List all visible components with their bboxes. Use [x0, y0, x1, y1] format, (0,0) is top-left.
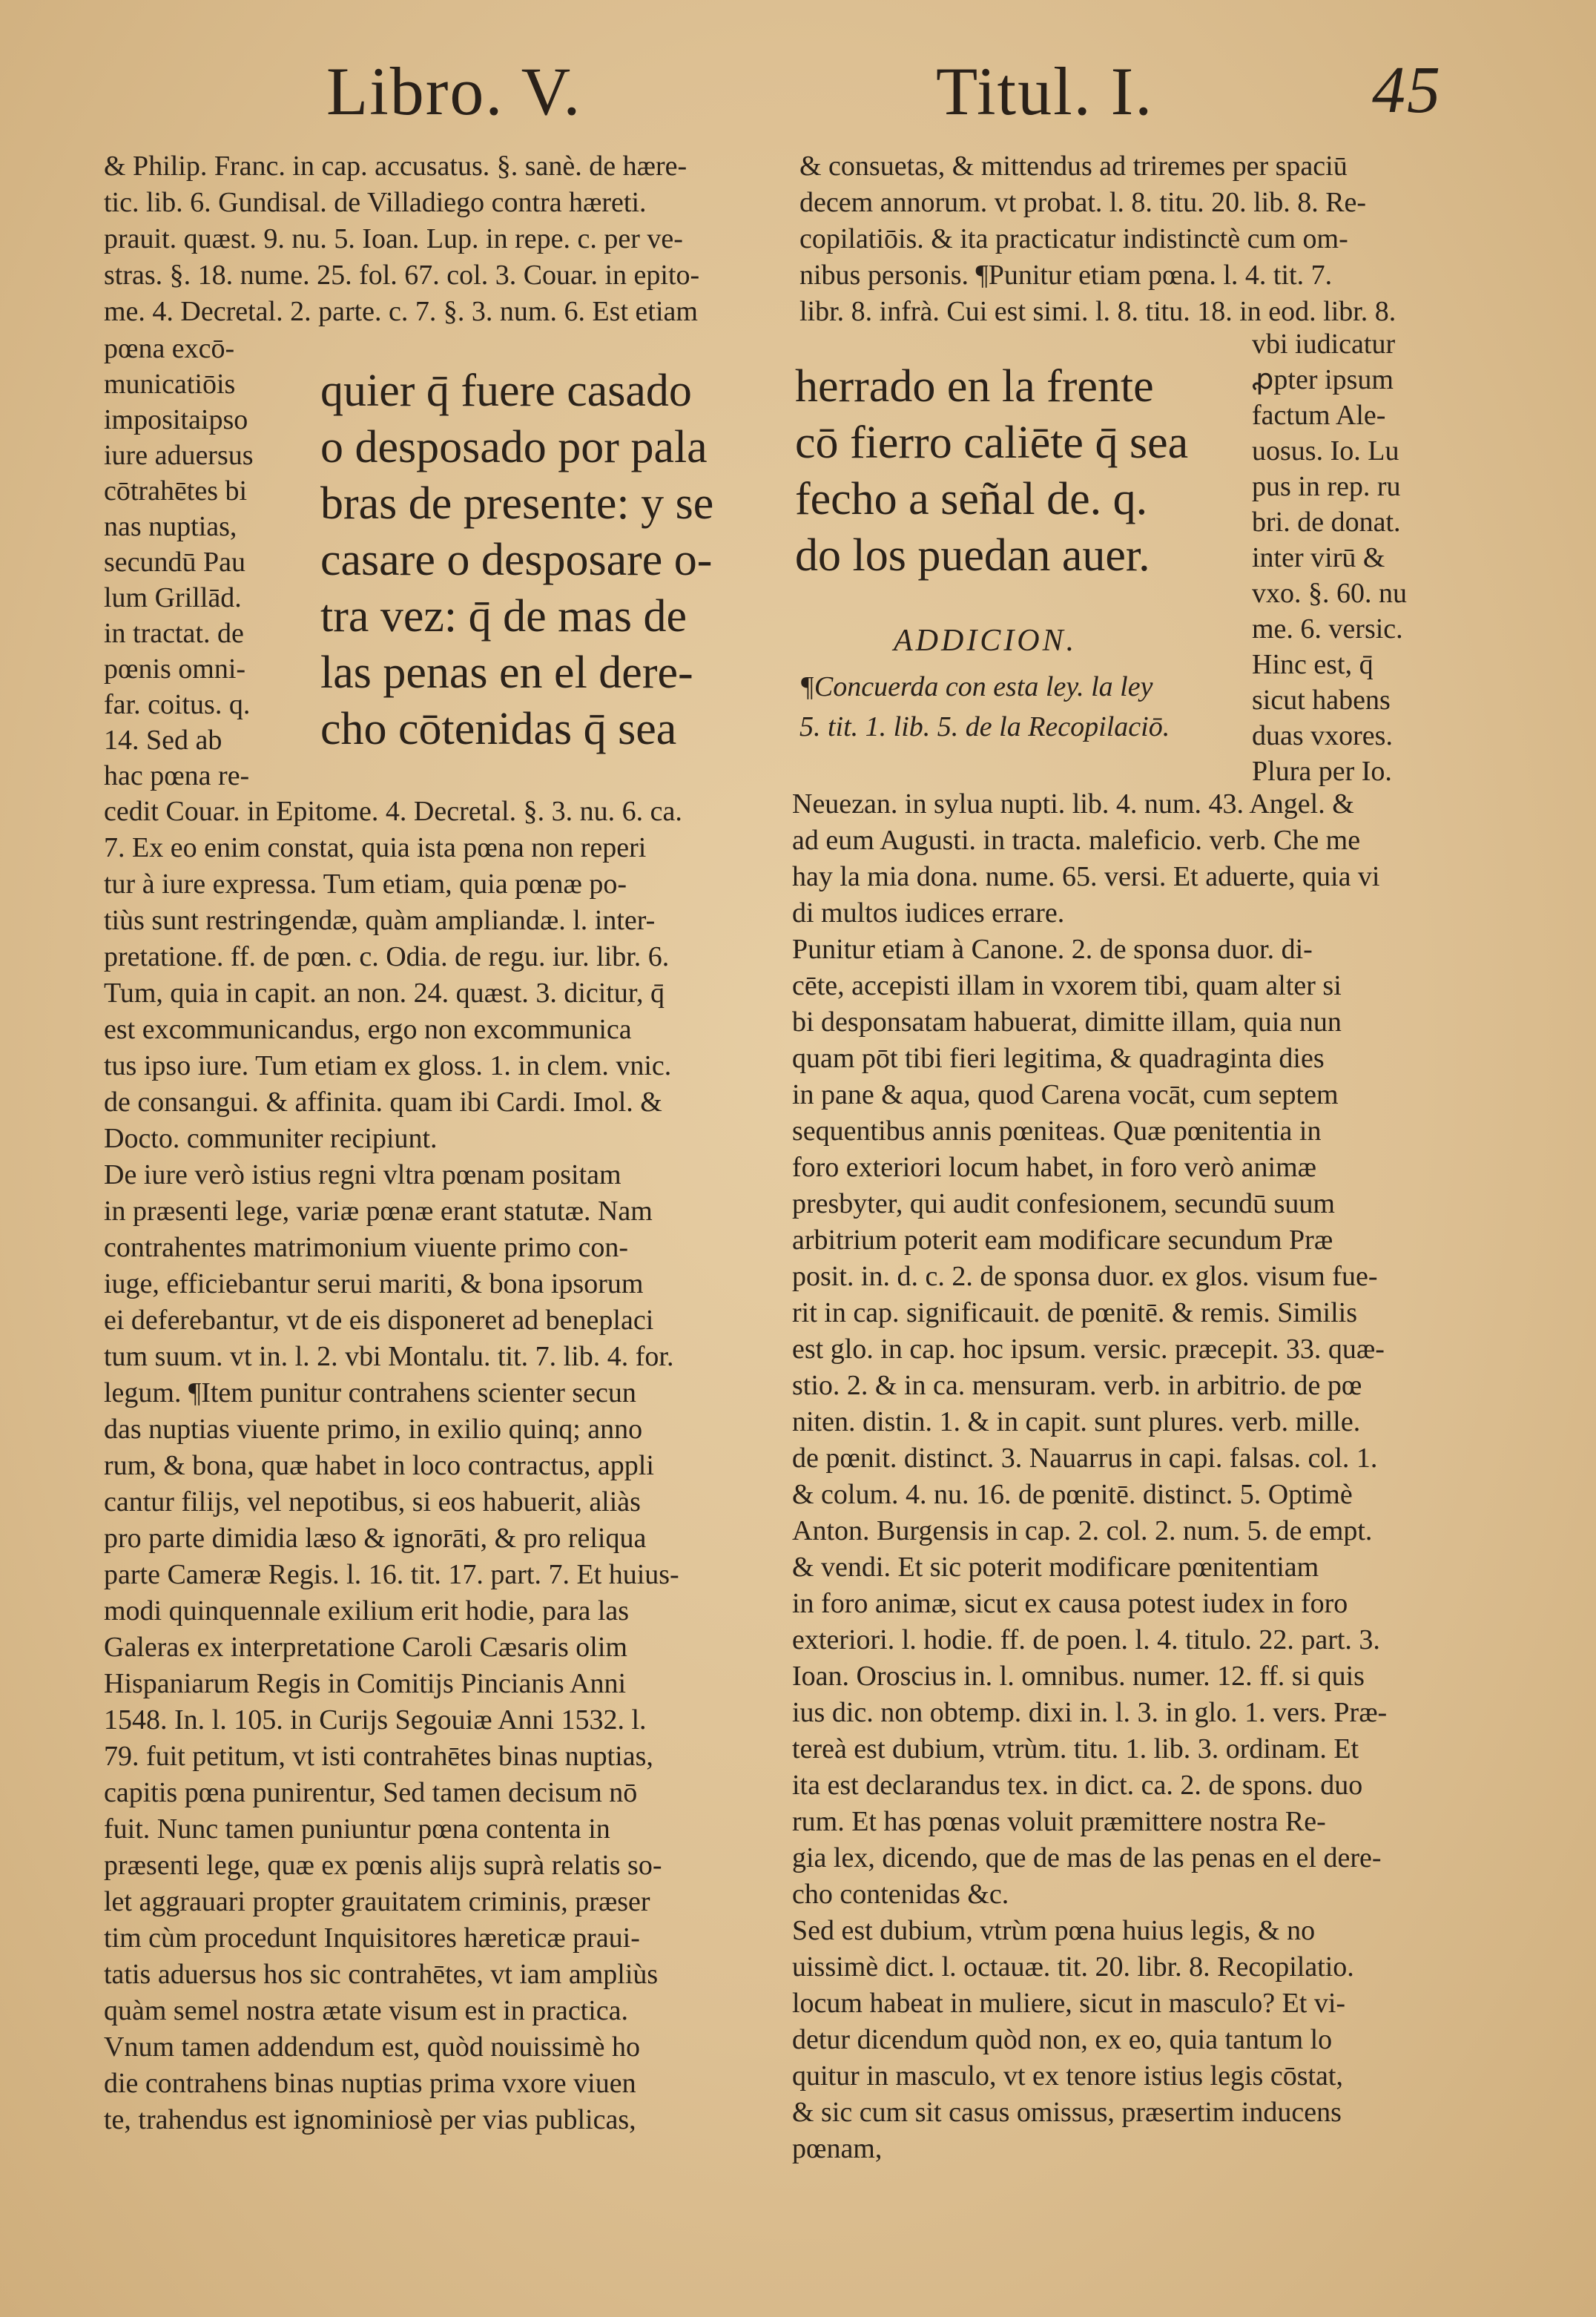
right-body-line: presbyter, qui audit confesionem, secundū suum — [792, 1188, 1335, 1219]
right-body-line: in pane & aqua, quod Carena vocāt, cum septem — [792, 1079, 1339, 1110]
right-gloss-line: uosus. Io. Lu — [1252, 435, 1399, 467]
left-gloss-line: impositaipso — [104, 404, 248, 435]
right-gloss-line: ꝓpter ipsum — [1252, 364, 1394, 395]
left-gloss-line: nas nuptias, — [104, 511, 237, 542]
left-body-line: rum, & bona, quæ habet in loco contractus, appli — [104, 1450, 654, 1481]
law-text-line: herrado en la frente — [795, 361, 1154, 412]
right-top-line: libr. 8. infrà. Cui est simi. l. 8. titu. 18. in eod. libr. 8. — [799, 296, 1396, 327]
left-body-line: Galeras ex interpretatione Caroli Cæsaris olim — [104, 1632, 627, 1663]
left-body-line: 7. Ex eo enim constat, quia ista pœna non reperi — [104, 832, 647, 863]
law-text-line: bras de presente: y se — [320, 478, 714, 529]
folio-number: 45 — [1372, 53, 1442, 127]
law-text-line: cho cōtenidas q̄ sea — [320, 704, 677, 754]
left-body-line: Vnum tamen addendum est, quòd nouissimè ho — [104, 2031, 640, 2063]
left-body-line: fuit. Nunc tamen puniuntur pœna contenta in — [104, 1813, 610, 1845]
right-body-line: bi desponsatam habuerat, dimitte illam, quia nun — [792, 1006, 1342, 1038]
right-gloss-line: me. 6. versic. — [1252, 613, 1403, 645]
left-body-line: cedit Couar. in Epitome. 4. Decretal. §. 3. nu. 6. ca. — [104, 796, 682, 827]
left-gloss-line: secundū Pau — [104, 547, 246, 578]
right-body-line: uissimè dict. l. octauæ. tit. 20. libr. 8. Recopilatio. — [792, 1951, 1354, 1983]
left-body-line: te, trahendus est ignominiosè per vias publicas, — [104, 2104, 636, 2135]
left-body-line: tum suum. vt in. l. 2. vbi Montalu. tit. 7. lib. 4. for. — [104, 1341, 674, 1372]
left-body-line: tatis aduersus hos sic contrahētes, vt iam ampliùs — [104, 1959, 659, 1990]
left-body-line: ei deferebantur, vt de eis disponeret ad beneplaci — [104, 1305, 654, 1336]
right-body-line: de pœnit. distinct. 3. Nauarrus in capi. falsas. col. 1. — [792, 1443, 1378, 1474]
right-top-line: & consuetas, & mittendus ad triremes per spaciū — [799, 151, 1348, 182]
left-gloss-line: lum Grillād. — [104, 582, 242, 613]
law-text-line: casare o desposare o- — [320, 535, 713, 585]
right-body-line: exteriori. l. hodie. ff. de poen. l. 4. titulo. 22. part. 3. — [792, 1624, 1380, 1655]
right-gloss-line: sicut habens — [1252, 685, 1391, 716]
law-text-line: quier q̄ fuere casado — [320, 366, 692, 416]
law-text-line: do los puedan auer. — [795, 530, 1150, 581]
right-body-line: Neuezan. in sylua nupti. lib. 4. num. 43. Angel. & — [792, 788, 1354, 820]
law-text-line: tra vez: q̄ de mas de — [320, 591, 687, 642]
left-gloss-line: cōtrahētes bi — [104, 475, 248, 507]
left-gloss-line: iure aduersus — [104, 440, 254, 471]
right-body-line: rum. Et has pœnas voluit præmittere nostra Re- — [792, 1806, 1326, 1837]
right-gloss-line: inter virū & — [1252, 542, 1385, 573]
left-gloss-line: municatiōis — [104, 369, 236, 400]
law-text-line: las penas en el dere- — [320, 647, 693, 698]
right-body-line: & vendi. Et sic poterit modificare pœnitentiam — [792, 1552, 1319, 1583]
left-body-line: pro parte dimidia læso & ignorāti, & pro reliqua — [104, 1523, 647, 1554]
left-gloss-line: pœna excō- — [104, 333, 235, 364]
left-body-line: tiùs sunt restringendæ, quàm ampliandæ. l. inter- — [104, 905, 656, 936]
left-body-line: Hispaniarum Regis in Comitijs Pincianis Anni — [104, 1668, 627, 1699]
left-body-line: de consangui. & affinita. quam ibi Cardi. Imol. & — [104, 1087, 662, 1118]
right-gloss-line: vxo. §. 60. nu — [1252, 578, 1407, 609]
left-body-line: das nuptias viuente primo, in exilio quinq; anno — [104, 1414, 643, 1445]
right-gloss-line: bri. de donat. — [1252, 507, 1401, 538]
right-body-line: sequentibus annis pœniteas. Quæ pœnitentia in — [792, 1115, 1322, 1147]
right-gloss-line: vbi iudicatur — [1252, 329, 1396, 360]
right-body-line: ad eum Augusti. in tracta. maleficio. verb. Che me — [792, 825, 1361, 856]
left-body-line: legum. ¶Item punitur contrahens scienter secun — [104, 1377, 636, 1408]
left-body-line: tur à iure expressa. Tum etiam, quia pœnæ po- — [104, 869, 627, 900]
right-body-line: cēte, accepisti illam in vxorem tibi, quam alter si — [792, 970, 1342, 1001]
left-gloss-line: pœnis omni- — [104, 653, 246, 685]
right-body-line: est glo. in cap. hoc ipsum. versic. præcepit. 33. quæ- — [792, 1334, 1385, 1365]
right-body-line: Ioan. Oroscius in. l. omnibus. numer. 12. ff. si quis — [792, 1661, 1365, 1692]
left-gloss-line: 14. Sed ab — [104, 725, 222, 756]
left-top-line: prauit. quæst. 9. nu. 5. Ioan. Lup. in repe. c. per ve- — [104, 223, 683, 254]
right-top-line: copilatiōis. & ita practicatur indistinctè cum om- — [799, 223, 1348, 254]
left-gloss-line: hac pœna re- — [104, 760, 250, 791]
left-body-line: præsenti lege, quæ ex pœnis alijs suprà relatis so- — [104, 1850, 662, 1881]
right-body-line: hay la mia dona. nume. 65. versi. Et aduerte, quia vi — [792, 861, 1380, 892]
left-body-line: tus ipso iure. Tum etiam ex gloss. 1. in clem. vnic. — [104, 1050, 672, 1081]
law-text-line: o desposado por pala — [320, 422, 708, 472]
left-body-line: contrahentes matrimonium viuente primo con- — [104, 1232, 629, 1263]
right-gloss-line: pus in rep. ru — [1252, 471, 1401, 502]
right-body-line: niten. distin. 1. & in capit. sunt plures. verb. mille. — [792, 1406, 1361, 1437]
left-body-line: cantur filijs, vel nepotibus, si eos habuerit, aliàs — [104, 1486, 641, 1517]
left-body-line: in præsenti lege, variæ pœnæ erant statutæ. Nam — [104, 1196, 653, 1227]
right-top-line: nibus personis. ¶Punitur etiam pœna. l. 4. tit. 7. — [799, 260, 1333, 291]
left-body-line: iuge, efficiebantur serui mariti, & bona ipsorum — [104, 1268, 644, 1299]
right-body-line: tereà est dubium, vtrùm. titu. 1. lib. 3. ordinam. Et — [792, 1733, 1359, 1764]
running-head-title: Titul. I. — [936, 53, 1154, 129]
left-body-line: Docto. communiter recipiunt. — [104, 1123, 438, 1154]
left-body-line: De iure verò istius regni vltra pœnam positam — [104, 1159, 621, 1190]
right-gloss-line: Plura per Io. — [1252, 756, 1392, 787]
right-gloss-line: factum Ale- — [1252, 400, 1386, 431]
left-body-line: die contrahens binas nuptias prima vxore viuen — [104, 2068, 636, 2099]
left-gloss-line: far. coitus. q. — [104, 689, 251, 720]
left-body-line: pretatione. ff. de pœn. c. Odia. de regu. iur. libr. 6. — [104, 941, 670, 972]
right-top-line: decem annorum. vt probat. l. 8. titu. 20. lib. 8. Re- — [799, 187, 1367, 218]
right-body-line: in foro animæ, sicut ex causa potest iudex in foro — [792, 1588, 1348, 1619]
running-head-book: Libro. V. — [326, 53, 582, 129]
left-body-line: capitis pœna punirentur, Sed tamen decisum nō — [104, 1777, 638, 1808]
left-body-line: Tum, quia in capit. an non. 24. quæst. 3. dicitur, q̄ — [104, 978, 665, 1009]
left-body-line: quàm semel nostra ætate visum est in practica. — [104, 1995, 629, 2026]
right-body-line: pœnam, — [792, 2133, 883, 2164]
left-body-line: tim cùm procedunt Inquisitores hæreticæ praui- — [104, 1922, 640, 1954]
addicion-line: 5. tit. 1. lib. 5. de la Recopilaciō. — [799, 711, 1170, 742]
right-body-line: quitur in masculo, vt ex tenore istius legis cōstat, — [792, 2060, 1343, 2092]
right-body-line: cho contenidas &c. — [792, 1879, 1009, 1910]
right-body-line: gia lex, dicendo, que de mas de las penas en el dere- — [792, 1842, 1382, 1873]
right-body-line: locum habeat in muliere, sicut in masculo? Et vi- — [792, 1988, 1346, 2019]
law-text-line: cō fierro caliēte q̄ sea — [795, 418, 1189, 468]
addicion-line: ¶Concuerda con esta ley. la ley — [799, 671, 1153, 702]
right-body-line: quam pōt tibi fieri legitima, & quadraginta dies — [792, 1043, 1325, 1074]
right-body-line: Punitur etiam à Canone. 2. de sponsa duor. di- — [792, 934, 1313, 965]
left-body-line: parte Cameræ Regis. l. 16. tit. 17. part. 7. Et huius- — [104, 1559, 679, 1590]
right-body-line: rit in cap. significauit. de pœnitē. & remis. Similis — [792, 1297, 1358, 1328]
left-top-line: & Philip. Franc. in cap. accusatus. §. sanè. de hære- — [104, 151, 687, 182]
right-body-line: stio. 2. & in ca. mensuram. verb. in arbitrio. de pœ — [792, 1370, 1362, 1401]
left-top-line: stras. §. 18. nume. 25. fol. 67. col. 3. Couar. in epito- — [104, 260, 700, 291]
left-body-line: modi quinquennale exilium erit hodie, para las — [104, 1595, 630, 1626]
right-body-line: & sic cum sit casus omissus, præsertim inducens — [792, 2097, 1342, 2128]
addicion-heading: ADDICION. — [894, 624, 1078, 658]
right-body-line: detur dicendum quòd non, ex eo, quia tantum lo — [792, 2024, 1333, 2055]
right-body-line: Anton. Burgensis in cap. 2. col. 2. num. 5. de empt. — [792, 1515, 1373, 1546]
right-body-line: Sed est dubium, vtrùm pœna huius legis, & no — [792, 1915, 1316, 1946]
right-body-line: ita est declarandus tex. in dict. ca. 2. de spons. duo — [792, 1770, 1363, 1801]
right-body-line: ius dic. non obtemp. dixi in. l. 3. in glo. 1. vers. Præ- — [792, 1697, 1388, 1728]
left-top-line: tic. lib. 6. Gundisal. de Villadiego contra hæreti. — [104, 187, 647, 218]
left-body-line: 1548. In. l. 105. in Curijs Segouiæ Anni 1532. l. — [104, 1704, 647, 1736]
right-body-line: arbitrium poterit eam modificare secundum Præ — [792, 1225, 1333, 1256]
right-body-line: posit. in. d. c. 2. de sponsa duor. ex glos. visum fue- — [792, 1261, 1378, 1292]
left-body-line: est excommunicandus, ergo non excommunica — [104, 1014, 632, 1045]
right-body-line: & colum. 4. nu. 16. de pœnitē. distinct. 5. Optimè — [792, 1479, 1353, 1510]
right-gloss-line: Hinc est, q̄ — [1252, 649, 1374, 680]
right-gloss-line: duas vxores. — [1252, 720, 1393, 751]
left-body-line: let aggrauari propter grauitatem criminis, præser — [104, 1886, 650, 1917]
left-body-line: 79. fuit petitum, vt isti contrahētes binas nuptias, — [104, 1741, 653, 1772]
left-gloss-line: in tractat. de — [104, 618, 244, 649]
right-body-line: foro exteriori locum habet, in foro verò animæ — [792, 1152, 1317, 1183]
law-text-line: fecho a señal de. q. — [795, 474, 1148, 524]
right-body-line: di multos iudices errare. — [792, 897, 1065, 929]
left-top-line: me. 4. Decretal. 2. parte. c. 7. §. 3. num. 6. Est etiam — [104, 296, 698, 327]
